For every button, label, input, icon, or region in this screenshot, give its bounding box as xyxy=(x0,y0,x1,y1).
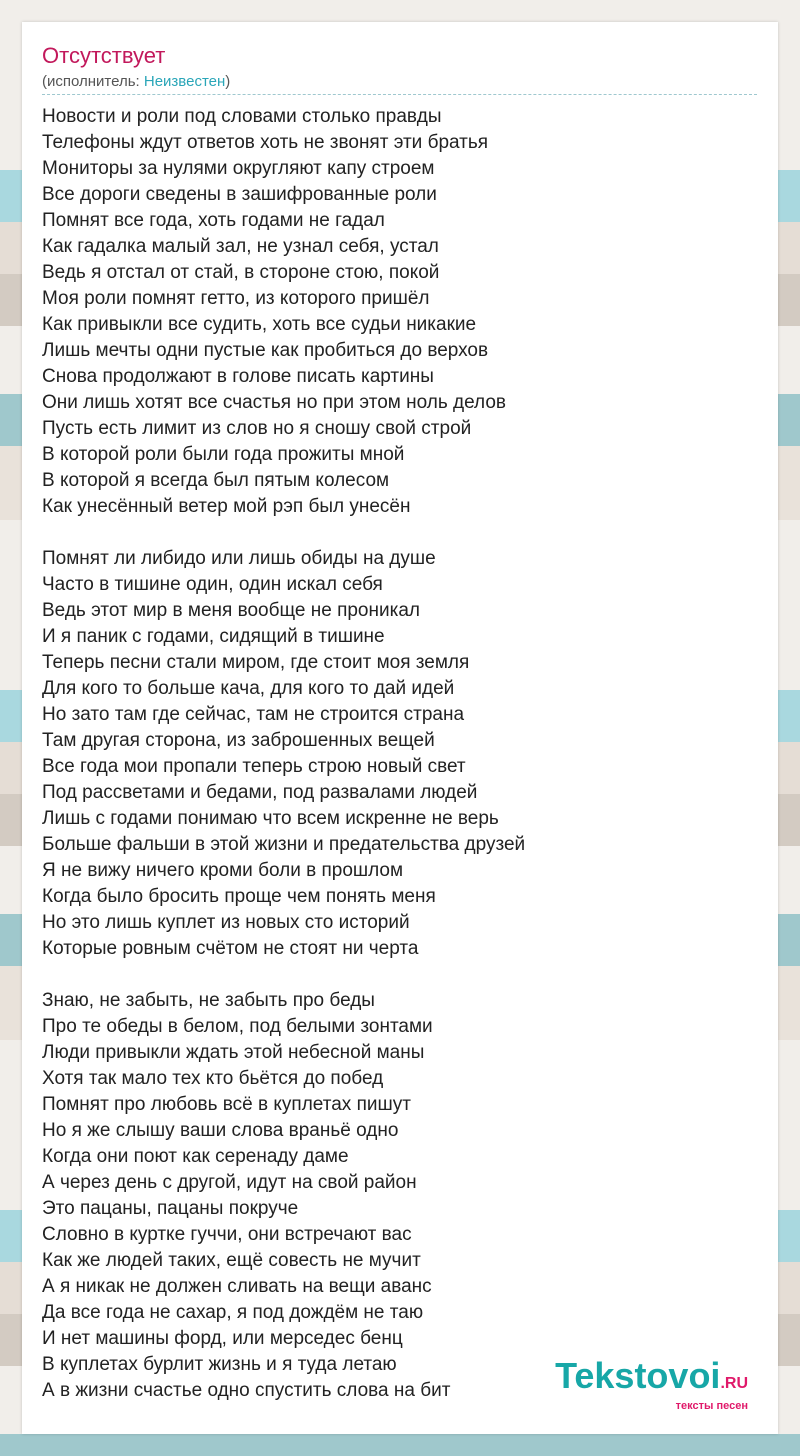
lyric-line: Которые ровным счётом не стоят ни черта xyxy=(42,938,419,959)
lyric-line: Но я же слышу ваши слова враньё одно xyxy=(42,1120,399,1141)
lyric-line: А в жизни счастье одно спустить слова на бит xyxy=(42,1380,451,1401)
stanza-gap xyxy=(42,962,762,988)
lyric-line: Как привыкли все судить, хоть все судьи никакие xyxy=(42,314,477,335)
lyric-line: Все дороги сведены в зашифрованные роли xyxy=(42,184,437,205)
lyric-line: Помнят ли либидо или лишь обиды на душе xyxy=(42,548,436,569)
lyric-line: Там другая сторона, из заброшенных вещей xyxy=(42,730,435,751)
lyric-line: А я никак не должен сливать на вещи аванс xyxy=(42,1276,432,1297)
lyric-line: Ведь я отстал от стай, в стороне стою, покой xyxy=(42,262,440,283)
lyric-line: Моя роли помнят гетто, из которого пришёл xyxy=(42,288,430,309)
lyric-line: Пусть есть лимит из слов но я сношу свой строй xyxy=(42,418,472,439)
lyric-line: И я паник с годами, сидящий в тишине xyxy=(42,626,385,647)
stanza-gap xyxy=(42,520,762,546)
lyric-line: Но зато там где сейчас, там не строится страна xyxy=(42,704,465,725)
lyric-line: Они лишь хотят все счастья но при этом ноль делов xyxy=(42,392,506,413)
lyric-line: Это пацаны, пацаны покруче xyxy=(42,1198,299,1219)
logo-wordmark xyxy=(555,1355,748,1402)
song-header xyxy=(42,42,757,95)
lyric-line: Лишь с годами понимаю что всем искренне не верь xyxy=(42,808,499,829)
lyric-line: Я не вижу ничего кроми боли в прошлом xyxy=(42,860,404,881)
lyric-line: Для кого то больше кача, для кого то дай идей xyxy=(42,678,455,699)
lyric-line: Люди привыкли ждать этой небесной маны xyxy=(42,1042,425,1063)
lyric-line: Все года мои пропали теперь строю новый свет xyxy=(42,756,466,777)
lyric-line: В которой роли были года прожиты мной xyxy=(42,444,405,465)
lyric-line: Как унесённый ветер мой рэп был унесён xyxy=(42,496,411,517)
lyric-line: Когда было бросить проще чем понять меня xyxy=(42,886,436,907)
lyric-line: Знаю, не забыть, не забыть про беды xyxy=(42,990,375,1011)
logo-tld: .RU xyxy=(720,1375,748,1392)
lyric-line: Помнят про любовь всё в куплетах пишут xyxy=(42,1094,411,1115)
artist-line xyxy=(42,72,230,92)
lyric-line: Снова продолжают в голове писать картины xyxy=(42,366,434,387)
lyric-line: Словно в куртке гуччи, они встречают вас xyxy=(42,1224,412,1245)
lyric-line: Помнят все года, хоть годами не гадал xyxy=(42,210,385,231)
lyric-line: Когда они поют как серенаду даме xyxy=(42,1146,349,1167)
stanza xyxy=(42,988,762,1404)
lyric-line: И нет машины форд, или мерседес бенц xyxy=(42,1328,403,1349)
lyric-line: Новости и роли под словами столько правды xyxy=(42,106,442,127)
lyrics-text xyxy=(42,104,762,1404)
lyric-line: Ведь этот мир в меня вообще не проникал xyxy=(42,600,420,621)
lyric-line: Мониторы за нулями округляют капу строем xyxy=(42,158,435,179)
lyrics-card xyxy=(22,22,778,1434)
lyric-line: Но это лишь куплет из новых сто историй xyxy=(42,912,410,933)
artist-suffix: ) xyxy=(225,73,231,90)
lyric-line: Больше фальши в этой жизни и предательства друзей xyxy=(42,834,526,855)
lyric-line: А через день с другой, идут на свой район xyxy=(42,1172,417,1193)
lyric-line: Как же людей таких, ещё совесть не мучит xyxy=(42,1250,421,1271)
song-title: Отсутствует xyxy=(42,43,166,68)
lyric-line: Лишь мечты одни пустые как пробиться до верхов xyxy=(42,340,489,361)
lyric-line: Часто в тишине один, один искал себя xyxy=(42,574,383,595)
lyric-line: Хотя так мало тех кто бьётся до побед xyxy=(42,1068,384,1089)
lyric-line: Под рассветами и бедами, под развалами людей xyxy=(42,782,478,803)
logo-tagline: тексты песен xyxy=(675,1400,748,1412)
lyric-line: Да все года не сахар, я под дождём не таю xyxy=(42,1302,424,1323)
lyric-line: Теперь песни стали миром, где стоит моя земля xyxy=(42,652,470,673)
stanza xyxy=(42,104,762,520)
lyric-line: Как гадалка малый зал, не узнал себя, устал xyxy=(42,236,439,257)
lyric-line: Телефоны ждут ответов хоть не звонят эти братья xyxy=(42,132,489,153)
stanza xyxy=(42,546,762,962)
lyric-line: В куплетах бурлит жизнь и я туда летаю xyxy=(42,1354,397,1375)
lyric-line: Про те обеды в белом, под белыми зонтами xyxy=(42,1016,433,1037)
artist-link[interactable]: Неизвестен xyxy=(143,73,226,90)
site-logo[interactable] xyxy=(555,1355,748,1412)
lyric-line: В которой я всегда был пятым колесом xyxy=(42,470,390,491)
artist-prefix: (исполнитель: xyxy=(42,73,144,90)
logo-name: Tekstovoi xyxy=(555,1355,721,1396)
